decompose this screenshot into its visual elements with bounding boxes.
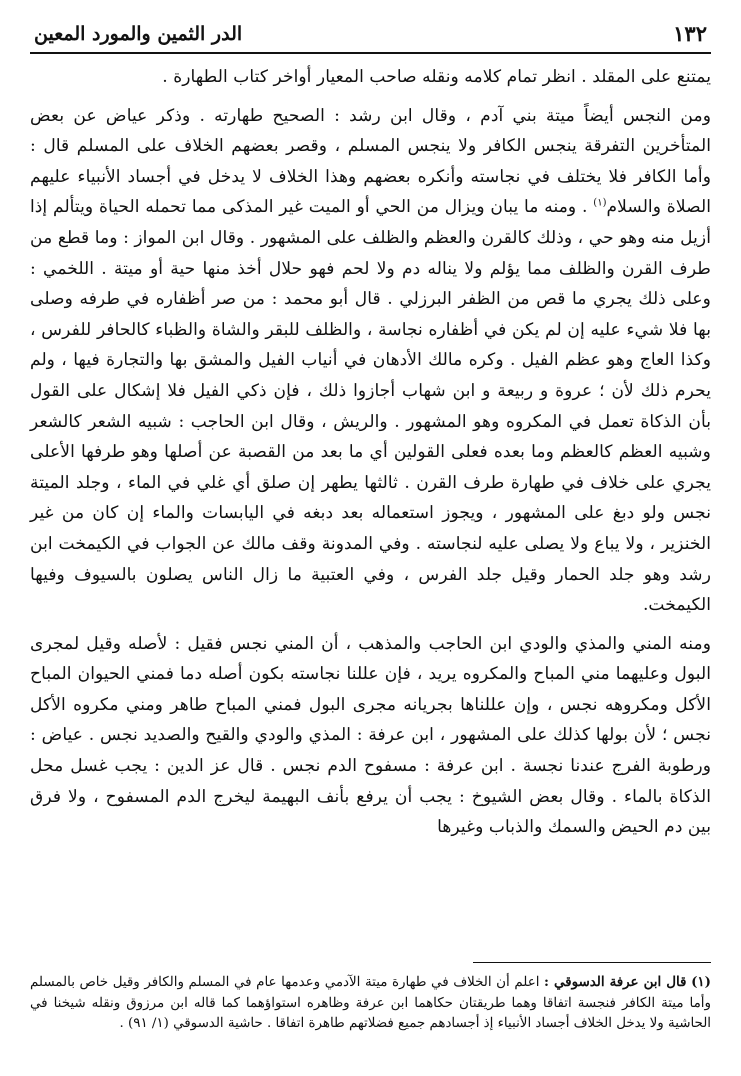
footnote-block bbox=[30, 972, 711, 1035]
footnote-reference: (١) bbox=[593, 197, 607, 209]
footnote bbox=[30, 972, 711, 1035]
paragraph-text: ومن النجس أيضاً ميتة بني آدم ، وقال ابن رشد : الصحيح طهارته . وذكر عياض عن بعض المتأخرين التفرقة ينجس الكافر ولا ينجس المسلم ، وقصر بعضهم الخلاف على المسلم قال : وأما الكافر فلا يختلف في نجاسته وأنكره بعضهم وهذا الخلاف لا يدخل في أجساد الأنبياء عليهم الصلاة والسلام bbox=[30, 105, 711, 218]
book-title: الدر الثمين والمورد المعين bbox=[34, 23, 243, 45]
paragraph bbox=[30, 101, 711, 621]
footnote-author: قال ابن عرفة الدسوقي : bbox=[544, 974, 687, 990]
footnote-number: (١) bbox=[691, 974, 711, 990]
page-number: ١٣٢ bbox=[673, 21, 707, 46]
paragraph: ومنه المني والمذي والودي ابن الحاجب والمذهب ، أن المني نجس فقيل : لأصله وقيل لمجرى البول وعليهما مني المباح والمكروه يريد ، فإن عللنا نجاسته بكون أصله دما فمني الحيوان المباح الأكل ومكروهه نجس ، وإن عللناها بجريانه مجرى البول فمني المباح طاهر ومني مكروه الأكل نجس ؛ لأن بولها كذلك على المشهور ، ابن عرفة : المذي والودي والقيح والصديد نجس . عياض : ورطوبة الفرج عندنا نجسة . ابن عرفة : مسفوح الدم نجس . قال عز الدين : يجب غسل محل الذكاة بالماء . وقال بعض الشيوخ : يجب أن يرفع بأنف البهيمة ليخرج الدم المسفوح ، ولا فرق بين دم الحيض والسمك والذباب وغيرها bbox=[30, 633, 711, 838]
paragraph: يمتنع على المقلد . انظر تمام كلامه ونقله صاحب المعيار أواخر كتاب الطهارة . bbox=[162, 67, 711, 87]
main-text bbox=[30, 62, 711, 843]
footnote-text: اعلم أن الخلاف في طهارة ميتة الآدمي وعدمها عام في المسلم والكافر وقيل خاص بالمسلم وأما ميتة الكافر فنجسة اتفاقا وهما طريقتان حكاهما ابن عرفة وظاهره استواؤهما كما قاله ابن مرزوق ونقله شيخنا في الحاشية ولا يدخل الخلاف أجساد الأنبياء إذ أجسادهم جميع فضلاتهم طاهرة اتفاقا . حاشية الدسوقي (١/ ٩١) . bbox=[30, 975, 711, 1031]
footnote-divider bbox=[473, 962, 711, 963]
running-header bbox=[30, 22, 711, 54]
paragraph-text-continued: . ومنه ما يبان ويزال من الحي أو الميت غير المذكى مما تحمله الحياة ويتألم إذا أزيل منه وهو حي ، وذلك كالقرن والعظم والظلف على المشهور . وقال ابن المواز : وما قطع من طرف القرن والظلف مما يؤلم ولا يناله دم ولا لحم فهو حلال أخذ منها حية أو ميتة . اللخمي : وعلى ذلك يجري ما قص من الظفر البرزلي . قال أبو محمد : من صر أظفاره في طرفه وصلى بها فلا شيء عليه إن لم يكن في أظفاره نجاسة ، والظلف للبقر والشاة والظباء كالحافر للفرس ، وكذا العاج وهو عظم الفيل . وكره مالك الأدهان في أنياب الفيل والمشق بها والتجارة فيها ، ولم يحرم ذلك لأن ؛ عروة و ربيعة و ابن شهاب أجازوا ذلك ، فإن ذكي الفيل فلا إشكال على القول بأن الذكاة تعمل في المكروه وهو المشهور . والريش ، وقال ابن الحاجب : شبيه الشعر كالشعر وشبيه العظم كالعظم وما بعده فعلى القولين أي ما بعد من القصبة عن أصلها وهو طرفها الأعلى يجري على خلاف في طهارة طرف القرن . ثالثها يطهر إن صلق أي غلي في الماء ، وجلد الميتة نجس ولو دبغ على المشهور ، ويجوز استعماله بعد دبغه في اليابسات والماء إن كان من غير الخنزير ، ولا يباع ولا يصلى عليه لنجاسته . وفي المدونة وقف مالك عن الجواب في الكيمخت ابن رشد وهو جلد الحمار وقيل جلد الفرس ، وفي العتبية ما زال الناس يصلون بالسيوف وفيها الكيمخت. bbox=[30, 197, 711, 616]
